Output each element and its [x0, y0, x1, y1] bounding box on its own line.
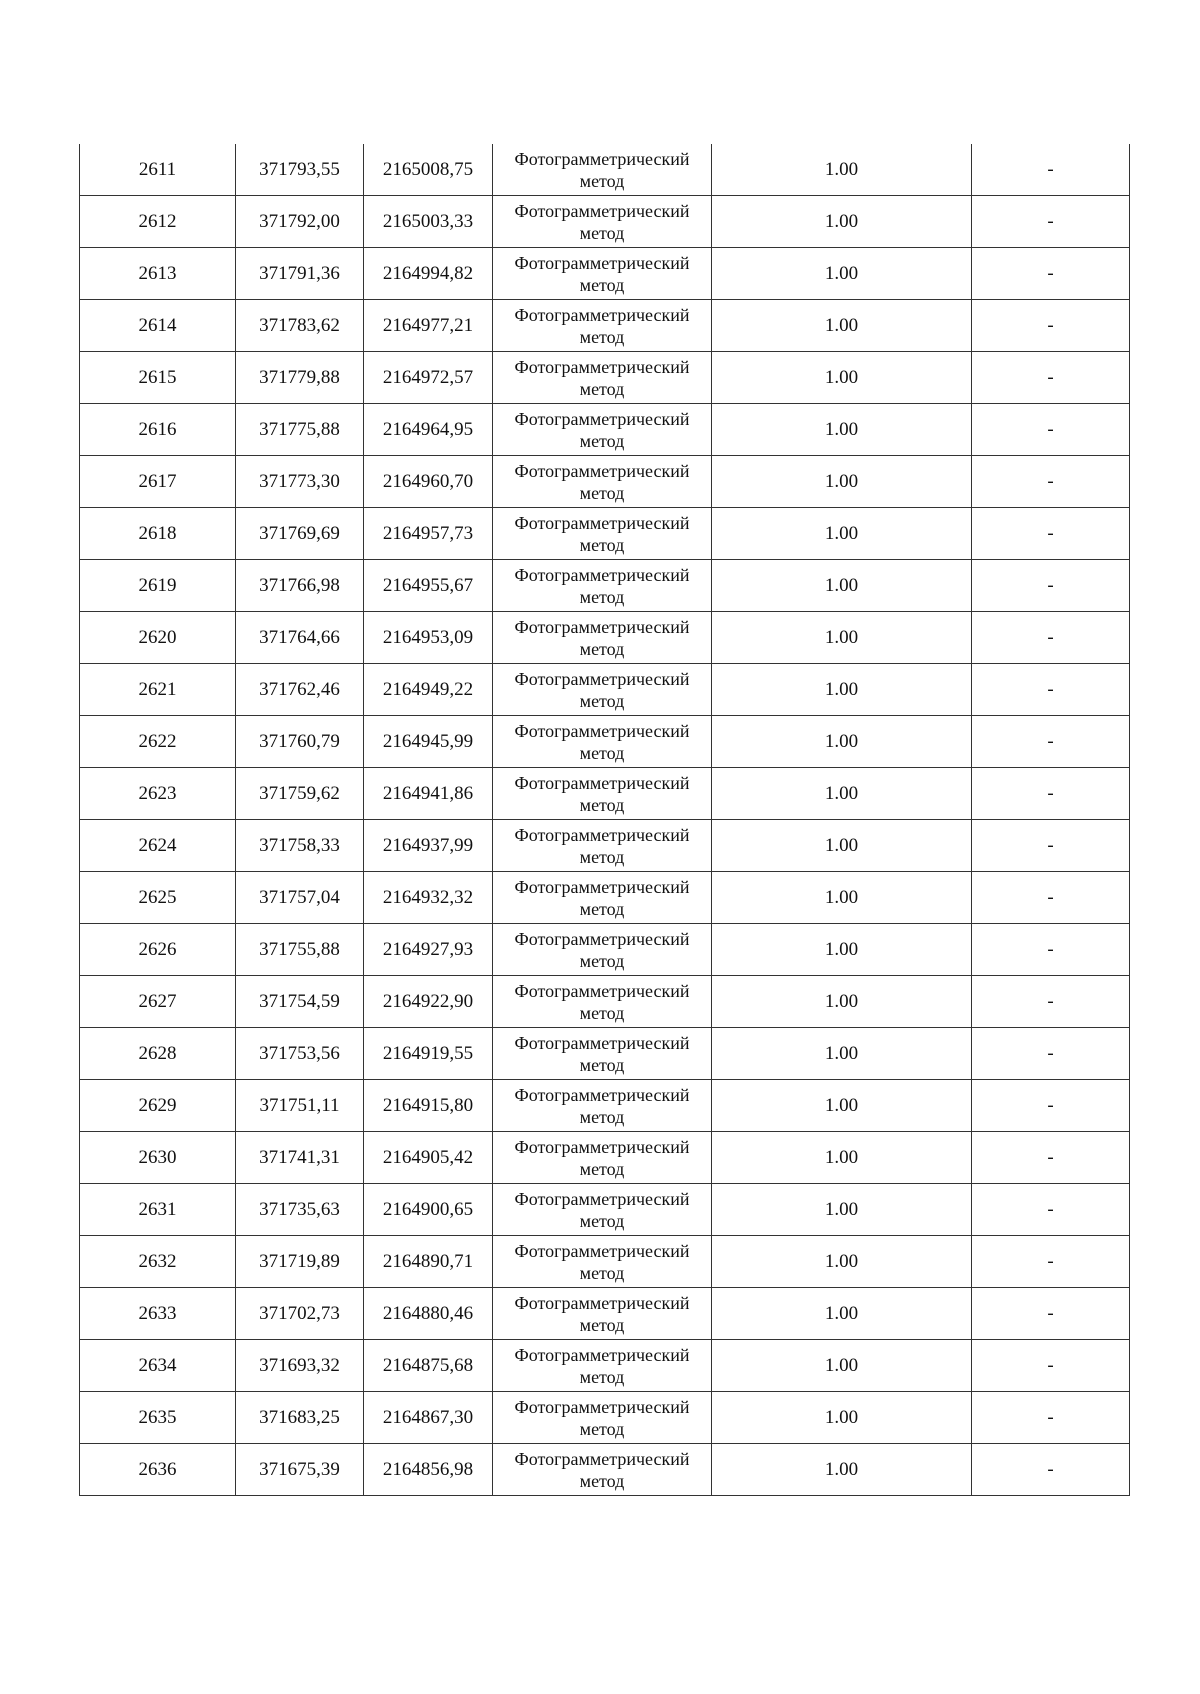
- note-cell: -: [972, 1392, 1130, 1444]
- table-row: [80, 924, 1130, 976]
- method-cell: [493, 924, 712, 976]
- x-coordinate-cell: 371791,36: [236, 248, 364, 300]
- method-cell: [493, 820, 712, 872]
- point-number-cell: 2615: [80, 352, 236, 404]
- method-line-2: метод: [579, 1002, 625, 1023]
- x-coordinate-cell: 371693,32: [236, 1340, 364, 1392]
- method-line-1: Фотограмметрический: [514, 148, 690, 169]
- point-number-cell: 2633: [80, 1288, 236, 1340]
- method-line-1: Фотограмметрический: [514, 304, 690, 325]
- point-number-cell: 2628: [80, 1028, 236, 1080]
- note-cell: -: [972, 1236, 1130, 1288]
- method-line-1: Фотограмметрический: [514, 876, 690, 897]
- x-coordinate-cell: 371762,46: [236, 664, 364, 716]
- point-number-cell: 2625: [80, 872, 236, 924]
- method-line-1: Фотограмметрический: [514, 564, 690, 585]
- note-cell: -: [972, 976, 1130, 1028]
- accuracy-cell: 1.00: [712, 1132, 972, 1184]
- note-cell: -: [972, 612, 1130, 664]
- note-cell: -: [972, 820, 1130, 872]
- accuracy-cell: 1.00: [712, 872, 972, 924]
- accuracy-cell: 1.00: [712, 924, 972, 976]
- note-cell: -: [972, 1288, 1130, 1340]
- note-cell: -: [972, 1028, 1130, 1080]
- method-cell: [493, 1236, 712, 1288]
- coordinates-table-body: [80, 144, 1130, 1496]
- table-row: [80, 1184, 1130, 1236]
- method-line-1: Фотограмметрический: [514, 824, 690, 845]
- note-cell: -: [972, 352, 1130, 404]
- y-coordinate-cell: 2164867,30: [364, 1392, 493, 1444]
- x-coordinate-cell: 371783,62: [236, 300, 364, 352]
- accuracy-cell: 1.00: [712, 352, 972, 404]
- method-line-1: Фотограмметрический: [514, 772, 690, 793]
- point-number-cell: 2618: [80, 508, 236, 560]
- method-cell: [493, 404, 712, 456]
- method-cell: [493, 1132, 712, 1184]
- method-cell: [493, 768, 712, 820]
- x-coordinate-cell: 371766,98: [236, 560, 364, 612]
- point-number-cell: 2626: [80, 924, 236, 976]
- method-line-1: Фотограмметрический: [514, 616, 690, 637]
- method-line-1: Фотограмметрический: [514, 356, 690, 377]
- method-line-1: Фотограмметрический: [514, 1344, 690, 1365]
- accuracy-cell: 1.00: [712, 612, 972, 664]
- method-line-2: метод: [579, 742, 625, 763]
- method-line-2: метод: [579, 950, 625, 971]
- table-row: [80, 1028, 1130, 1080]
- table-row: [80, 456, 1130, 508]
- note-cell: -: [972, 404, 1130, 456]
- y-coordinate-cell: 2164915,80: [364, 1080, 493, 1132]
- accuracy-cell: 1.00: [712, 1288, 972, 1340]
- point-number-cell: 2634: [80, 1340, 236, 1392]
- accuracy-cell: 1.00: [712, 144, 972, 196]
- x-coordinate-cell: 371757,04: [236, 872, 364, 924]
- table-row: [80, 612, 1130, 664]
- method-cell: [493, 352, 712, 404]
- x-coordinate-cell: 371719,89: [236, 1236, 364, 1288]
- table-row: [80, 248, 1130, 300]
- y-coordinate-cell: 2164941,86: [364, 768, 493, 820]
- method-cell: [493, 1340, 712, 1392]
- method-line-1: Фотограмметрический: [514, 1240, 690, 1261]
- method-line-2: метод: [579, 1418, 625, 1439]
- table-row: [80, 1288, 1130, 1340]
- point-number-cell: 2612: [80, 196, 236, 248]
- accuracy-cell: 1.00: [712, 820, 972, 872]
- method-line-1: Фотограмметрический: [514, 668, 690, 689]
- method-cell: [493, 560, 712, 612]
- method-line-2: метод: [579, 1314, 625, 1335]
- method-line-2: метод: [579, 846, 625, 867]
- note-cell: -: [972, 1184, 1130, 1236]
- method-line-1: Фотограмметрический: [514, 460, 690, 481]
- x-coordinate-cell: 371675,39: [236, 1444, 364, 1496]
- y-coordinate-cell: 2164932,32: [364, 872, 493, 924]
- accuracy-cell: 1.00: [712, 248, 972, 300]
- y-coordinate-cell: 2164875,68: [364, 1340, 493, 1392]
- accuracy-cell: 1.00: [712, 976, 972, 1028]
- method-cell: [493, 716, 712, 768]
- method-line-1: Фотограмметрический: [514, 200, 690, 221]
- accuracy-cell: 1.00: [712, 768, 972, 820]
- method-line-1: Фотограмметрический: [514, 1032, 690, 1053]
- note-cell: -: [972, 248, 1130, 300]
- note-cell: -: [972, 560, 1130, 612]
- x-coordinate-cell: 371754,59: [236, 976, 364, 1028]
- table-row: [80, 352, 1130, 404]
- method-cell: [493, 976, 712, 1028]
- method-line-1: Фотограмметрический: [514, 512, 690, 533]
- table-row: [80, 144, 1130, 196]
- accuracy-cell: 1.00: [712, 300, 972, 352]
- table-row: [80, 1444, 1130, 1496]
- accuracy-cell: 1.00: [712, 716, 972, 768]
- table-row: [80, 1132, 1130, 1184]
- y-coordinate-cell: 2164977,21: [364, 300, 493, 352]
- accuracy-cell: 1.00: [712, 1340, 972, 1392]
- note-cell: -: [972, 144, 1130, 196]
- point-number-cell: 2630: [80, 1132, 236, 1184]
- x-coordinate-cell: 371773,30: [236, 456, 364, 508]
- method-line-2: метод: [579, 482, 625, 503]
- method-line-2: метод: [579, 1210, 625, 1231]
- accuracy-cell: 1.00: [712, 456, 972, 508]
- y-coordinate-cell: 2164949,22: [364, 664, 493, 716]
- y-coordinate-cell: 2164922,90: [364, 976, 493, 1028]
- method-line-1: Фотограмметрический: [514, 1084, 690, 1105]
- point-number-cell: 2627: [80, 976, 236, 1028]
- x-coordinate-cell: 371755,88: [236, 924, 364, 976]
- x-coordinate-cell: 371735,63: [236, 1184, 364, 1236]
- accuracy-cell: 1.00: [712, 1236, 972, 1288]
- method-cell: [493, 1184, 712, 1236]
- note-cell: -: [972, 1444, 1130, 1496]
- y-coordinate-cell: 2164856,98: [364, 1444, 493, 1496]
- method-line-1: Фотограмметрический: [514, 928, 690, 949]
- method-line-2: метод: [579, 534, 625, 555]
- method-cell: [493, 1444, 712, 1496]
- method-line-1: Фотограмметрический: [514, 1188, 690, 1209]
- note-cell: -: [972, 924, 1130, 976]
- method-cell: [493, 144, 712, 196]
- y-coordinate-cell: 2164880,46: [364, 1288, 493, 1340]
- method-line-1: Фотограмметрический: [514, 1396, 690, 1417]
- method-cell: [493, 456, 712, 508]
- table-row: [80, 1340, 1130, 1392]
- accuracy-cell: 1.00: [712, 560, 972, 612]
- point-number-cell: 2623: [80, 768, 236, 820]
- y-coordinate-cell: 2164960,70: [364, 456, 493, 508]
- method-line-2: метод: [579, 1158, 625, 1179]
- point-number-cell: 2631: [80, 1184, 236, 1236]
- table-row: [80, 560, 1130, 612]
- accuracy-cell: 1.00: [712, 404, 972, 456]
- method-cell: [493, 1028, 712, 1080]
- x-coordinate-cell: 371760,79: [236, 716, 364, 768]
- method-line-2: метод: [579, 170, 625, 191]
- method-cell: [493, 508, 712, 560]
- method-cell: [493, 1288, 712, 1340]
- x-coordinate-cell: 371758,33: [236, 820, 364, 872]
- table-row: [80, 716, 1130, 768]
- method-cell: [493, 612, 712, 664]
- method-line-2: метод: [579, 1262, 625, 1283]
- method-line-2: метод: [579, 638, 625, 659]
- method-cell: [493, 872, 712, 924]
- table-row: [80, 508, 1130, 560]
- method-cell: [493, 300, 712, 352]
- point-number-cell: 2629: [80, 1080, 236, 1132]
- point-number-cell: 2632: [80, 1236, 236, 1288]
- point-number-cell: 2635: [80, 1392, 236, 1444]
- accuracy-cell: 1.00: [712, 664, 972, 716]
- note-cell: -: [972, 196, 1130, 248]
- x-coordinate-cell: 371792,00: [236, 196, 364, 248]
- accuracy-cell: 1.00: [712, 196, 972, 248]
- x-coordinate-cell: 371775,88: [236, 404, 364, 456]
- note-cell: -: [972, 1080, 1130, 1132]
- method-line-2: метод: [579, 1366, 625, 1387]
- y-coordinate-cell: 2164937,99: [364, 820, 493, 872]
- point-number-cell: 2617: [80, 456, 236, 508]
- method-line-2: метод: [579, 378, 625, 399]
- method-line-2: метод: [579, 690, 625, 711]
- accuracy-cell: 1.00: [712, 1028, 972, 1080]
- table-row: [80, 1080, 1130, 1132]
- table-row: [80, 976, 1130, 1028]
- point-number-cell: 2622: [80, 716, 236, 768]
- method-line-2: метод: [579, 898, 625, 919]
- y-coordinate-cell: 2164927,93: [364, 924, 493, 976]
- x-coordinate-cell: 371764,66: [236, 612, 364, 664]
- method-line-1: Фотограмметрический: [514, 408, 690, 429]
- method-line-1: Фотограмметрический: [514, 720, 690, 741]
- point-number-cell: 2624: [80, 820, 236, 872]
- accuracy-cell: 1.00: [712, 1444, 972, 1496]
- method-line-2: метод: [579, 1054, 625, 1075]
- table-row: [80, 404, 1130, 456]
- point-number-cell: 2614: [80, 300, 236, 352]
- y-coordinate-cell: 2165003,33: [364, 196, 493, 248]
- x-coordinate-cell: 371759,62: [236, 768, 364, 820]
- method-cell: [493, 1392, 712, 1444]
- accuracy-cell: 1.00: [712, 1392, 972, 1444]
- method-cell: [493, 664, 712, 716]
- point-number-cell: 2611: [80, 144, 236, 196]
- y-coordinate-cell: 2164972,57: [364, 352, 493, 404]
- x-coordinate-cell: 371769,69: [236, 508, 364, 560]
- y-coordinate-cell: 2165008,75: [364, 144, 493, 196]
- accuracy-cell: 1.00: [712, 1080, 972, 1132]
- table-row: [80, 768, 1130, 820]
- y-coordinate-cell: 2164957,73: [364, 508, 493, 560]
- table-row: [80, 196, 1130, 248]
- y-coordinate-cell: 2164905,42: [364, 1132, 493, 1184]
- note-cell: -: [972, 456, 1130, 508]
- y-coordinate-cell: 2164945,99: [364, 716, 493, 768]
- y-coordinate-cell: 2164953,09: [364, 612, 493, 664]
- note-cell: -: [972, 768, 1130, 820]
- method-cell: [493, 196, 712, 248]
- note-cell: -: [972, 872, 1130, 924]
- method-line-1: Фотограмметрический: [514, 1292, 690, 1313]
- method-line-1: Фотограмметрический: [514, 252, 690, 273]
- table-row: [80, 872, 1130, 924]
- note-cell: -: [972, 1132, 1130, 1184]
- method-line-1: Фотограмметрический: [514, 980, 690, 1001]
- method-line-1: Фотограмметрический: [514, 1136, 690, 1157]
- y-coordinate-cell: 2164955,67: [364, 560, 493, 612]
- x-coordinate-cell: 371751,11: [236, 1080, 364, 1132]
- note-cell: -: [972, 1340, 1130, 1392]
- accuracy-cell: 1.00: [712, 1184, 972, 1236]
- x-coordinate-cell: 371779,88: [236, 352, 364, 404]
- method-line-2: метод: [579, 222, 625, 243]
- y-coordinate-cell: 2164964,95: [364, 404, 493, 456]
- point-number-cell: 2636: [80, 1444, 236, 1496]
- point-number-cell: 2619: [80, 560, 236, 612]
- coordinates-table: [79, 144, 1130, 1496]
- method-line-2: метод: [579, 274, 625, 295]
- table-row: [80, 820, 1130, 872]
- x-coordinate-cell: 371753,56: [236, 1028, 364, 1080]
- method-cell: [493, 248, 712, 300]
- method-line-2: метод: [579, 1106, 625, 1127]
- table-row: [80, 664, 1130, 716]
- y-coordinate-cell: 2164890,71: [364, 1236, 493, 1288]
- note-cell: -: [972, 664, 1130, 716]
- y-coordinate-cell: 2164994,82: [364, 248, 493, 300]
- x-coordinate-cell: 371702,73: [236, 1288, 364, 1340]
- method-line-2: метод: [579, 1470, 625, 1491]
- x-coordinate-cell: 371683,25: [236, 1392, 364, 1444]
- accuracy-cell: 1.00: [712, 508, 972, 560]
- method-line-2: метод: [579, 430, 625, 451]
- point-number-cell: 2613: [80, 248, 236, 300]
- note-cell: -: [972, 300, 1130, 352]
- method-line-2: метод: [579, 326, 625, 347]
- y-coordinate-cell: 2164919,55: [364, 1028, 493, 1080]
- note-cell: -: [972, 716, 1130, 768]
- method-line-2: метод: [579, 586, 625, 607]
- note-cell: -: [972, 508, 1130, 560]
- method-cell: [493, 1080, 712, 1132]
- table-row: [80, 300, 1130, 352]
- method-line-2: метод: [579, 794, 625, 815]
- method-line-1: Фотограмметрический: [514, 1448, 690, 1469]
- table-row: [80, 1236, 1130, 1288]
- x-coordinate-cell: 371741,31: [236, 1132, 364, 1184]
- point-number-cell: 2620: [80, 612, 236, 664]
- y-coordinate-cell: 2164900,65: [364, 1184, 493, 1236]
- table-row: [80, 1392, 1130, 1444]
- point-number-cell: 2616: [80, 404, 236, 456]
- point-number-cell: 2621: [80, 664, 236, 716]
- x-coordinate-cell: 371793,55: [236, 144, 364, 196]
